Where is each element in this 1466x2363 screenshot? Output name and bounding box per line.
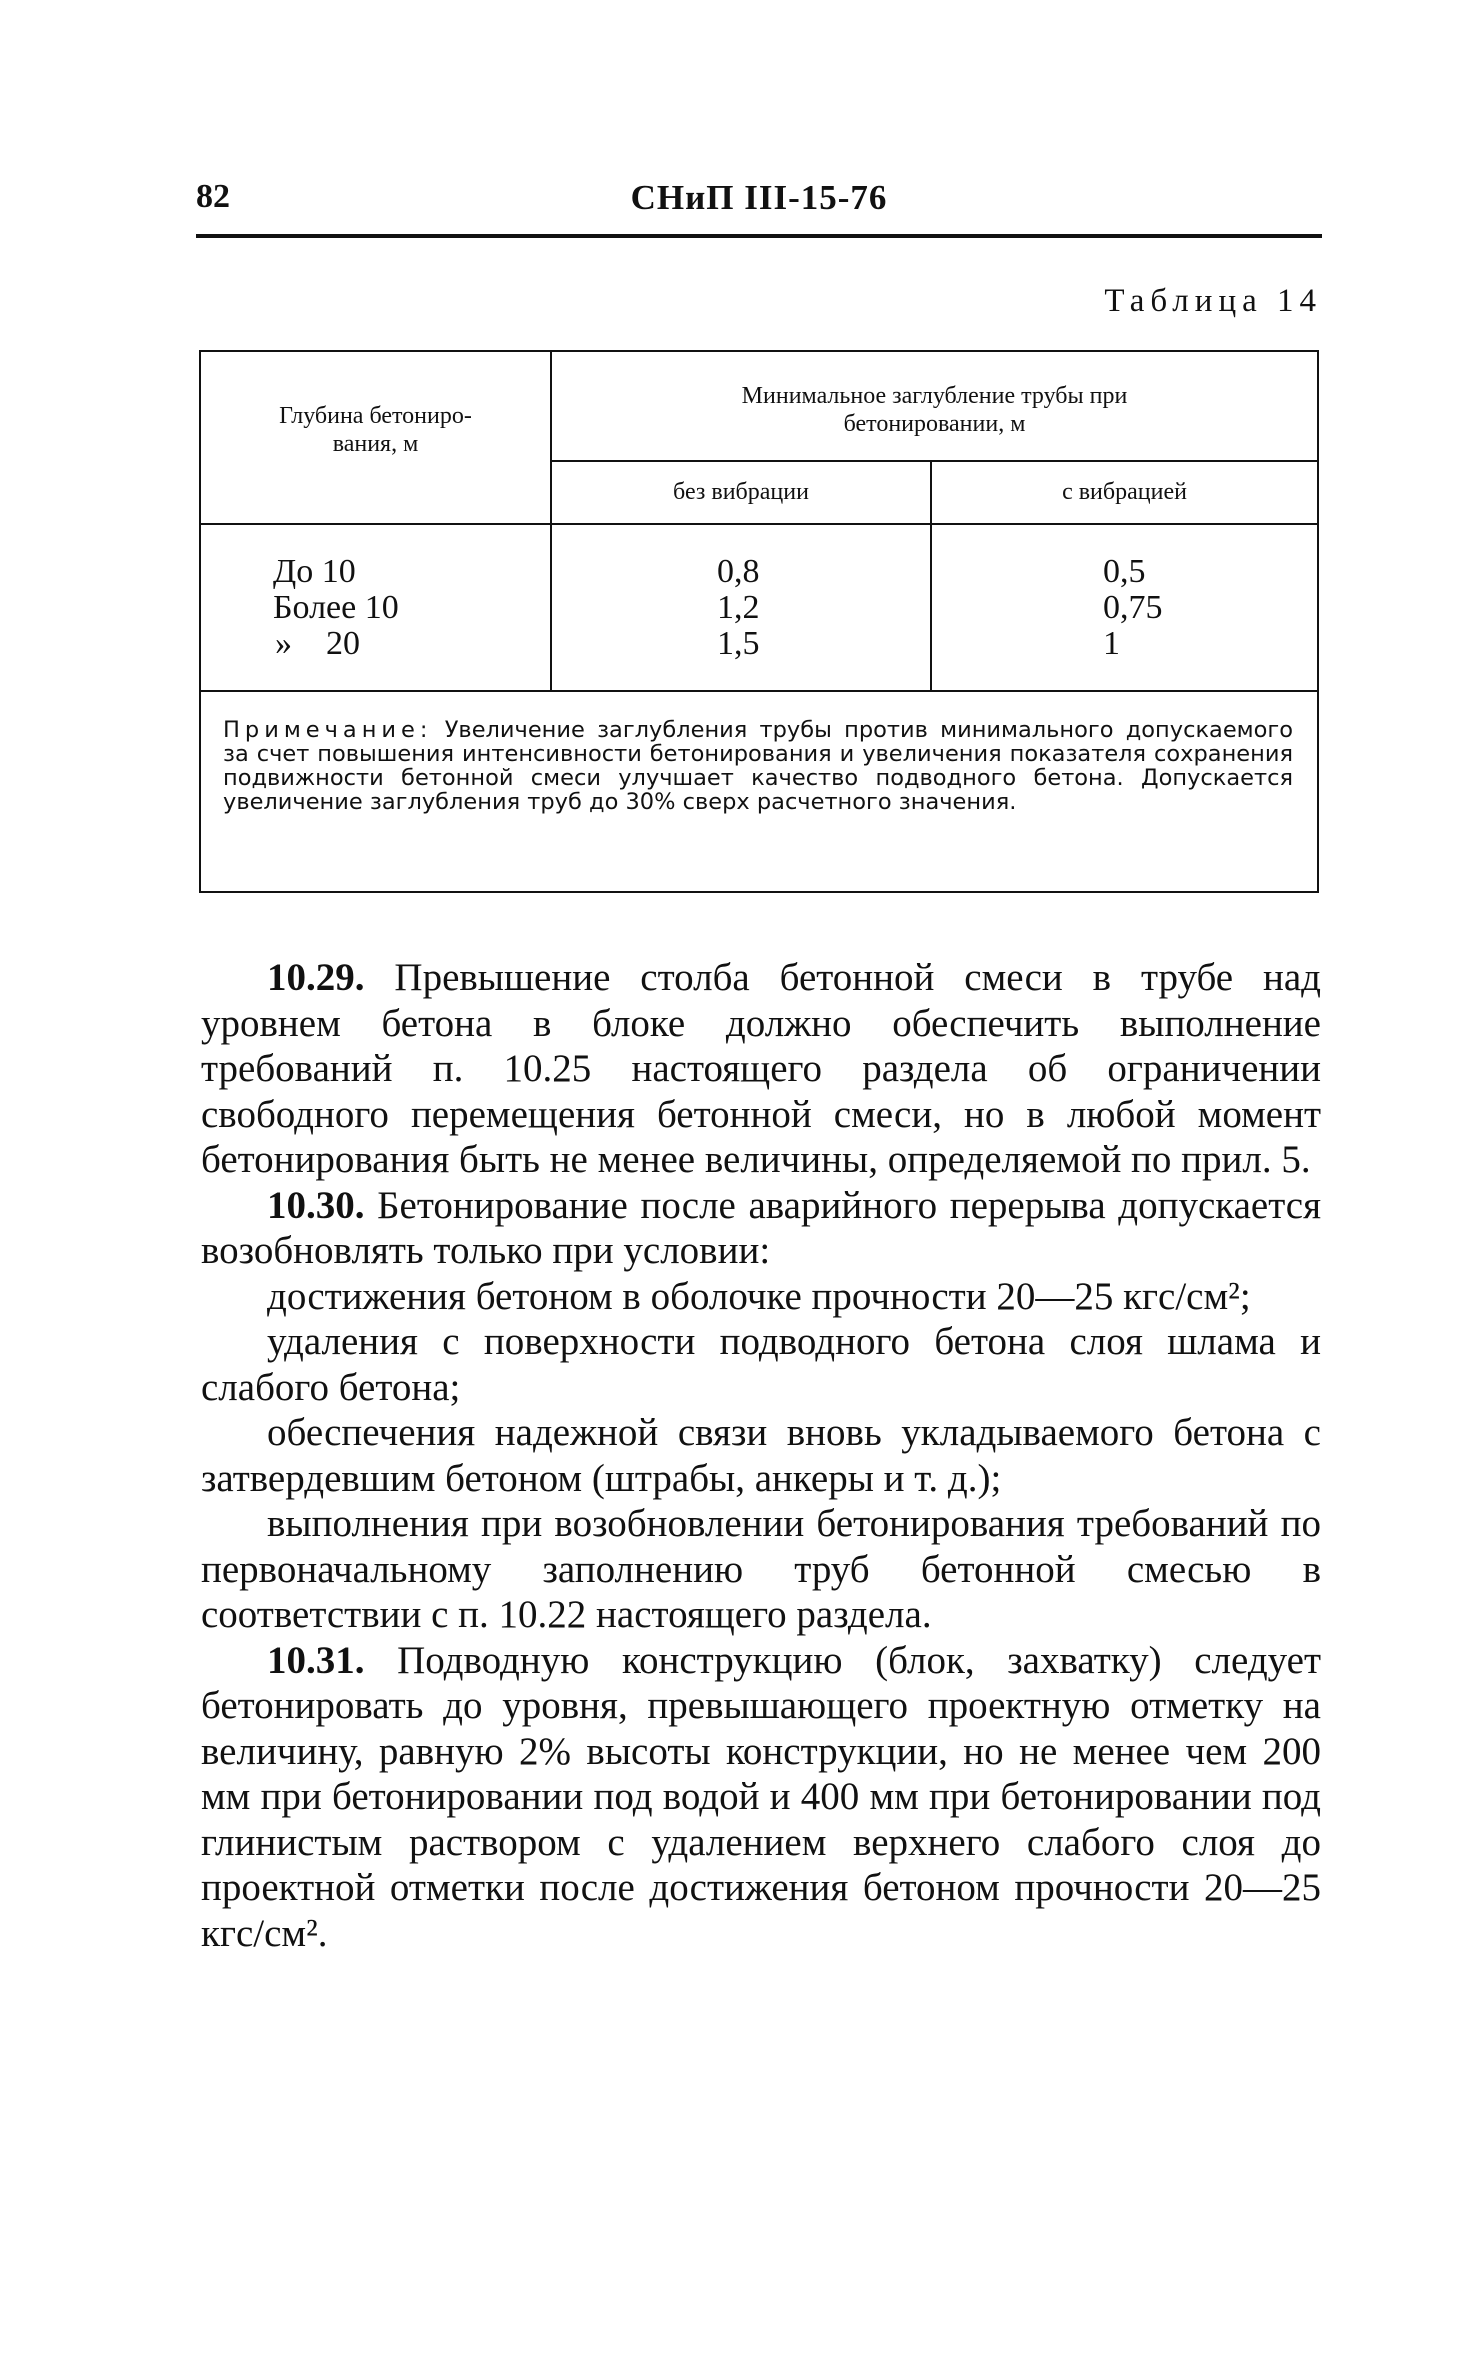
paragraph-number: 10.31. — [267, 1638, 365, 1682]
no-vibration-value: 1,5 — [717, 625, 760, 662]
vibration-value: 1 — [1103, 625, 1120, 662]
page-number: 82 — [196, 178, 230, 215]
col-depth-header-line2: вания, м — [332, 431, 419, 457]
paragraph-number: 10.30. — [267, 1183, 365, 1227]
paragraph-10-31 — [201, 1638, 1321, 1957]
table-14 — [199, 350, 1319, 893]
paragraph-10-30 — [201, 1183, 1321, 1274]
table-caption: Таблица 14 — [1104, 283, 1322, 319]
paragraph-number: 10.29. — [267, 956, 365, 999]
vibration-cell — [1103, 554, 1163, 662]
vibration-value: 0,75 — [1103, 589, 1163, 626]
document-code: СНиП III-15-76 — [630, 178, 888, 217]
col-depth-header-line1: Глубина бетониро- — [279, 403, 472, 429]
depth-value: Более 10 — [273, 589, 399, 626]
group-header-line2: бетонировании, м — [843, 411, 1026, 437]
col-vibration-header: с вибрацией — [1062, 479, 1187, 505]
no-vibration-value: 1,2 — [717, 589, 760, 626]
note-text: Увеличение заглубления трубы против минимального допускаемого за счет повышения интенсивности бетонирования и увеличения показателя сохранения подвижности бетонной смеси улучшает качество подводного бетона. Допускается увеличение заглубления труб до 30% сверх расчетного значения. — [223, 717, 1293, 815]
body-text — [201, 955, 1321, 1956]
table-divider-header — [201, 523, 1317, 525]
header-rule — [196, 234, 1322, 238]
vibration-value: 0,5 — [1103, 553, 1146, 590]
note-label: Примечание: — [223, 717, 433, 743]
depth-value: » 20 — [275, 625, 360, 662]
no-vibration-cell — [717, 554, 760, 662]
paragraph-text: Бетонирование после аварийного перерыва допускается возобновлять только при условии: — [201, 1183, 1322, 1272]
table-note — [223, 718, 1293, 814]
col-depth-header — [201, 402, 550, 458]
list-item: удаления с поверхности подводного бетона слоя шлама и слабого бетона; — [201, 1320, 1321, 1409]
paragraph-10-29 — [201, 955, 1321, 1183]
group-header-line1: Минимальное заглубление трубы при — [741, 383, 1128, 409]
list-item: достижения бетоном в оболочке прочности 20—25 кгс/см²; — [267, 1274, 1251, 1318]
list-item: выполнения при возобновлении бетонирования требований по первоначальному заполнению труб бетонной смесью в соответствии с п. 10.22 настоящего раздела. — [201, 1502, 1321, 1636]
group-header — [552, 382, 1317, 438]
list-item: обеспечения надежной связи вновь укладываемого бетона с затвердевшим бетоном (штрабы, анкеры и т. д.); — [201, 1411, 1321, 1500]
table-divider-subheader — [552, 460, 1317, 462]
col-no-vibration-header: без вибрации — [673, 479, 809, 505]
page-header — [196, 178, 1322, 234]
paragraph-text: Превышение столба бетонной смеси в трубе над уровнем бетона в блоке должно обеспечить выполнение требований п. 10.25 настоящего раздела об ограничении свободного перемещения бетонной смеси, но в любой момент бетонирования быть не менее величины, определяемой по прил. 5. — [201, 956, 1322, 1181]
depth-cell — [273, 554, 399, 662]
table-divider-note — [201, 690, 1317, 692]
paragraph-text: Подводную конструкцию (блок, захватку) следует бетонировать до уровня, превышающего проектную отметку на величину, равную 2% высоты конструкции, но не менее чем 200 мм при бетонировании под водой и 400 мм при бетонировании под глинистым раствором с удалением верхнего слабого слоя до проектной отметки после достижения бетоном прочности 20—25 кгс/см². — [201, 1638, 1322, 1955]
depth-value: До 10 — [273, 553, 356, 590]
no-vibration-value: 0,8 — [717, 553, 760, 590]
